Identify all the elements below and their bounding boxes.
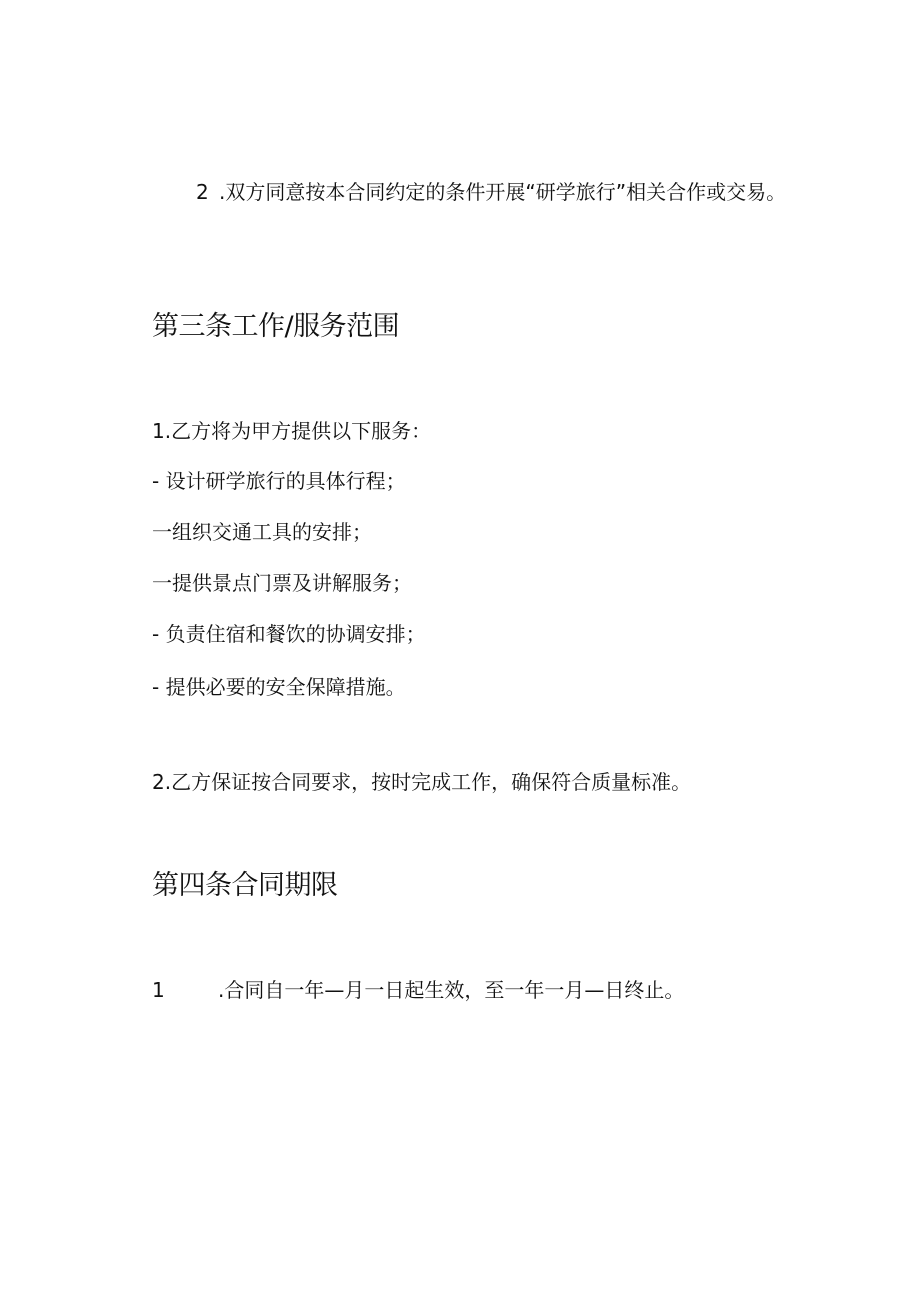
clause-number: 1 [152,978,165,1002]
article3-clause1: 1.乙方将为甲方提供以下服务： [152,419,432,443]
article3-clause2: 2.乙方保证按合同要求，按时完成工作，确保符合质量标准。 [152,770,692,794]
clause-text: .合同自一年—月一日起生效，至一年一月—日终止。 [218,978,685,1002]
article3-heading: 第三条工作/服务范围 [152,311,400,342]
clause-text: .双方同意按本合同约定的条件开展“研学旅行”相关合作或交易。 [219,180,787,204]
service-item-1: - 设计研学旅行的具体行程； [152,469,406,493]
clause-number: 2 [196,180,209,204]
service-item-3: 一提供景点门票及讲解服务； [152,571,412,595]
article4-clause1 [152,975,684,1005]
service-item-4: - 负责住宿和餐饮的协调安排； [152,622,426,646]
article2-clause2 [110,176,800,208]
service-item-5: - 提供必要的安全保障措施。 [152,675,406,699]
service-item-2: 一组织交通工具的安排； [152,520,372,544]
article4-heading: 第四条合同期限 [152,870,338,901]
